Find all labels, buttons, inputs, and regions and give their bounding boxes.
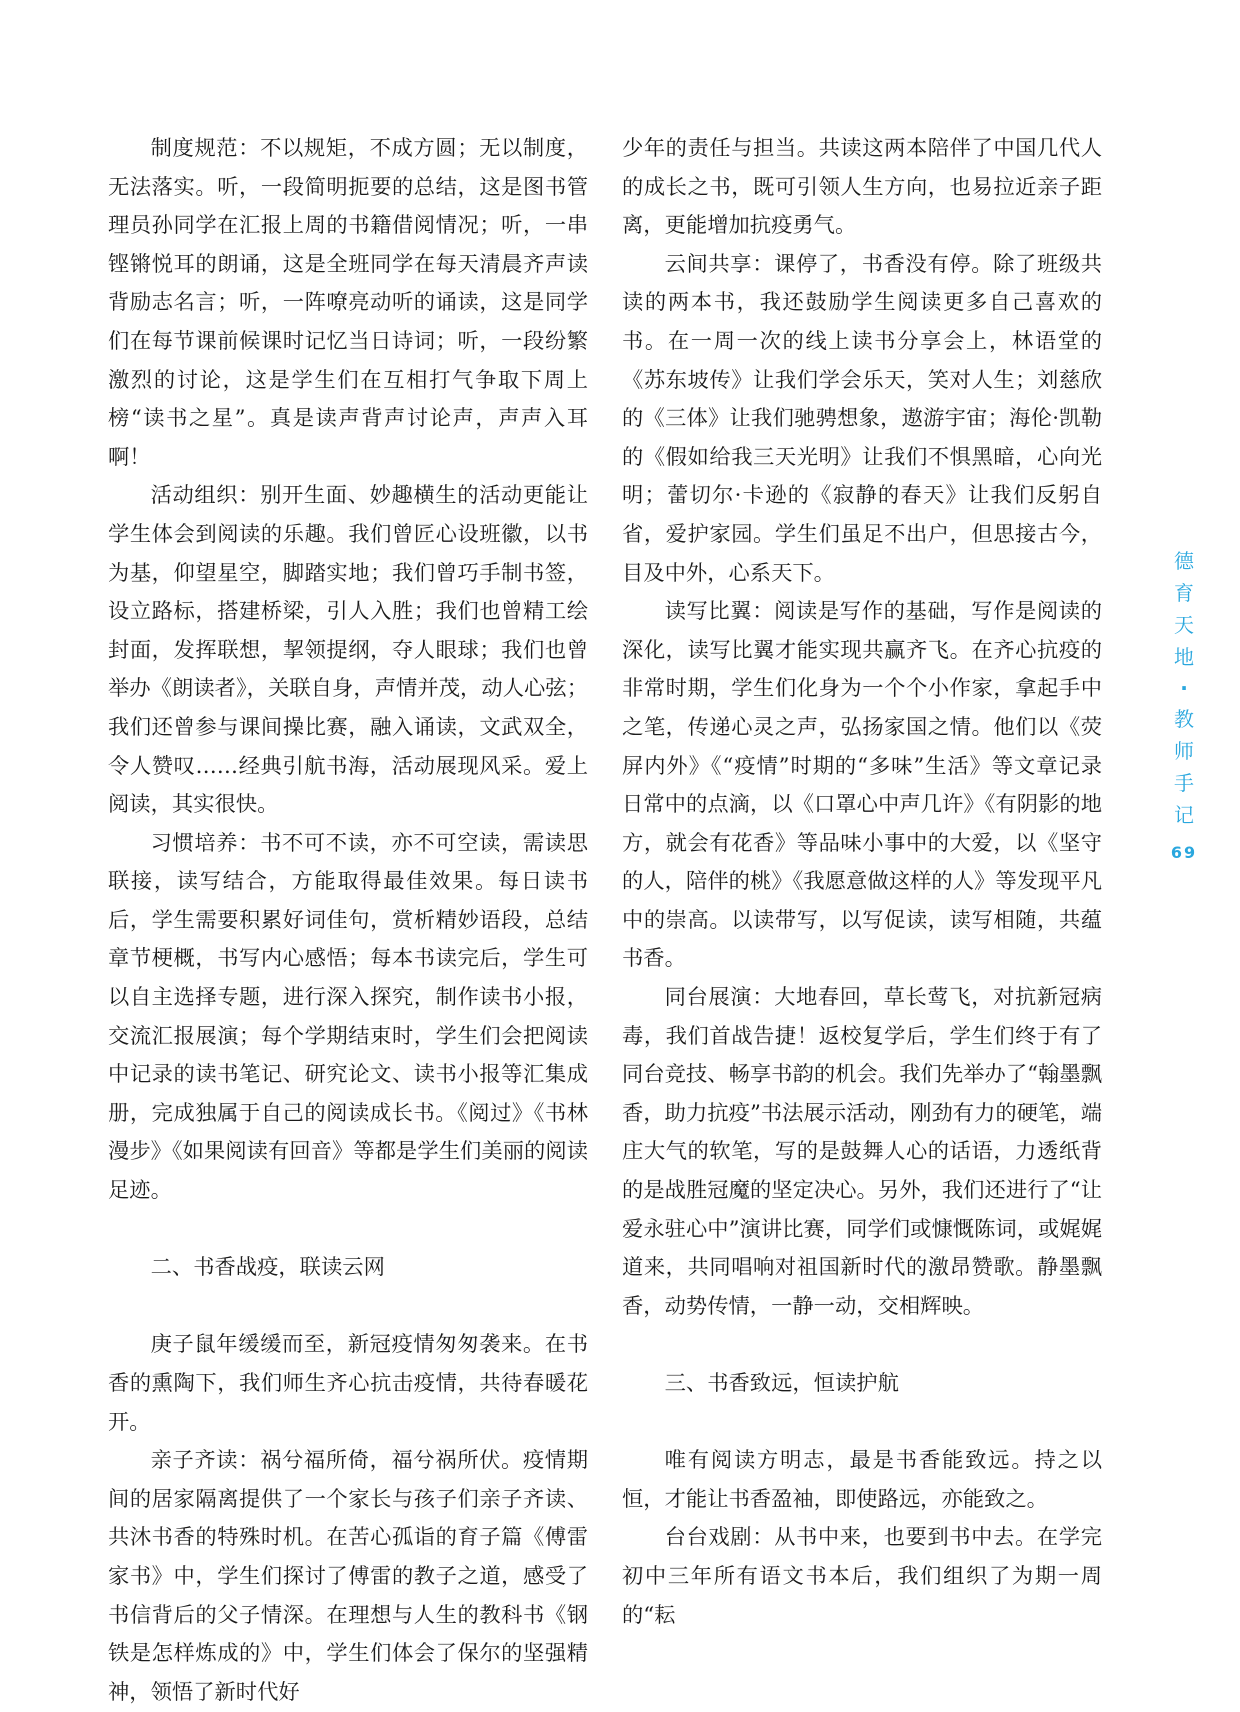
sidebar-char: 记 [1174, 803, 1194, 827]
paragraph-parent-child-reading: 亲子齐读：祸兮福所倚，福兮祸所伏。疫情期间的居家隔离提供了一个家长与孩子们亲子齐读、共沐书香的特殊时机。在苦心孤诣的育子篇《傅雷家书》中，学生们探讨了傅雷的教子之道，感受了书信背后的父子情深。在理想与人生的教科书《钢铁是怎样炼成的》中，学生们体会了保尔的坚强精神，领悟了新时代好 [108, 1448, 588, 1705]
column-sidebar-label [1166, 545, 1202, 862]
paragraph-activity-organization: 活动组织：别开生面、妙趣横生的活动更能让学生体会到阅读的乐趣。我们曾匠心设班徽，以书为基，仰望星空，脚踏实地；我们曾巧手制书签，设立路标，搭建桥梁，引人入胜；我们也曾精工绘封面，发挥联想，挈领提纲，夺人眼球；我们也曾举办《朗读者》，关联自身，声情并茂，动人心弦；我们还曾参与课间操比赛，融入诵读，文武双全，令人赞叹……经典引航书海，活动展现风采。爱上阅读，其实很快。 [108, 483, 588, 818]
sidebar-char: 天 [1174, 613, 1194, 637]
paragraph-continued: 少年的责任与担当。共读这两本陪伴了中国几代人的成长之书，既可引领人生方向，也易拉近亲子距离，更能增加抗疫勇气。 [622, 136, 1102, 239]
sidebar-char: 教 [1174, 707, 1194, 731]
sidebar-char: 育 [1174, 581, 1194, 605]
sidebar-char: 手 [1174, 771, 1194, 795]
section-heading-2: 二、书香战疫，联读云网 [150, 1255, 385, 1281]
paragraph-drama: 台台戏剧：从书中来，也要到书中去。在学完初中三年所有语文书本后，我们组织了为期一周的“耘 [622, 1525, 1102, 1628]
spacer [622, 1404, 1102, 1443]
paragraph-epidemic-intro: 庚子鼠年缓缓而至，新冠疫情匆匆袭来。在书香的熏陶下，我们师生齐心抗击疫情，共待春暖花开。 [108, 1332, 588, 1435]
paragraph-cloud-sharing: 云间共享：课停了，书香没有停。除了班级共读的两本书，我还鼓励学生阅读更多自己喜欢的书。在一周一次的线上读书分享会上，林语堂的《苏东坡传》让我们学会乐天，笑对人生；刘慈欣的《三体》让我们驰骋想象，遨游宇宙；海伦·凯勒的《假如给我三天光明》让我们不惧黑暗，心向光明；蕾切尔·卡逊的《寂静的春天》让我们反躬自省，爱护家园。学生们虽足不出户，但思接古今，目及中外，心系天下。 [622, 251, 1102, 586]
sidebar-dot: · [1180, 676, 1188, 700]
page-number: 69 [1170, 843, 1198, 862]
paragraph-reading-aspiration: 唯有阅读方明志，最是书香能致远。持之以恒，才能让书香盈袖，即使路远，亦能致之。 [622, 1448, 1102, 1512]
sidebar-char: 地 [1174, 645, 1194, 669]
paragraph-institution-norms: 制度规范：不以规矩，不成方圆；无以制度，无法落实。听，一段简明扼要的总结，这是图书管理员孙同学在汇报上周的书籍借阅情况；听，一串铿锵悦耳的朗诵，这是全班同学在每天清晨齐声读背励志名言；听，一阵嘹亮动听的诵读，这是同学们在每节课前候课时记忆当日诗词；听，一段纷繁激烈的讨论，这是学生们在互相打气争取下周上榜“读书之星”。真是读声背声讨论声，声声入耳啊！ [108, 136, 588, 470]
spacer [108, 1288, 588, 1327]
right-column [622, 130, 1102, 1635]
paragraph-stage-performance: 同台展演：大地春回，草长莺飞，对抗新冠病毒，我们首战告捷！返校复学后，学生们终于有了同台竞技、畅享书韵的机会。我们先举办了“翰墨飘香，助力抗疫”书法展示活动，刚劲有力的硬笔，端庄大气的软笔，写的是鼓舞人心的话语，力透纸背的是战胜冠魔的坚定决心。另外，我们还进行了“让爱永驻心中”演讲比赛，同学们或慷慨陈词，或娓娓道来，共同唱响对祖国新时代的激昂赞歌。静墨飘香，动势传情，一静一动，交相辉映。 [622, 985, 1102, 1319]
paragraph-habit-cultivation: 习惯培养：书不可不读，亦不可空读，需读思联接，读写结合，方能取得最佳效果。每日读书后，学生需要积累好词佳句，赏析精妙语段，总结章节梗概，书写内心感悟；每本书读完后，学生可以自主选择专题，进行深入探究，制作读书小报，交流汇报展演；每个学期结束时，学生们会把阅读中记录的读书笔记、研究论文、读书小报等汇集成册，完成独属于自己的阅读成长书。《阅过》《书林漫步》《如果阅读有回音》等都是学生们美丽的阅读足迹。 [108, 830, 588, 1204]
spacer [622, 1326, 1102, 1365]
spacer [108, 1211, 588, 1250]
section-heading-3: 三、书香致远，恒读护航 [664, 1371, 899, 1396]
sidebar-char: 德 [1174, 549, 1194, 573]
left-column [108, 130, 588, 1712]
sidebar-char: 师 [1174, 739, 1194, 763]
paragraph-reading-writing: 读写比翼：阅读是写作的基础，写作是阅读的深化，读写比翼才能实现共赢齐飞。在齐心抗疫的非常时期，学生们化身为一个个小作家，拿起手中之笔，传递心灵之声，弘扬家国之情。他们以《荧屏内外》《“疫情”时期的“多味”生活》等文章记录日常中的点滴，以《口罩心中声几许》《有阴影的地方，就会有花香》等品味小事中的大爱，以《坚守的人，陪伴的桃》《我愿意做这样的人》等发现平凡中的崇高。以读带写，以写促读，读写相随，共蕴书香。 [622, 599, 1102, 972]
